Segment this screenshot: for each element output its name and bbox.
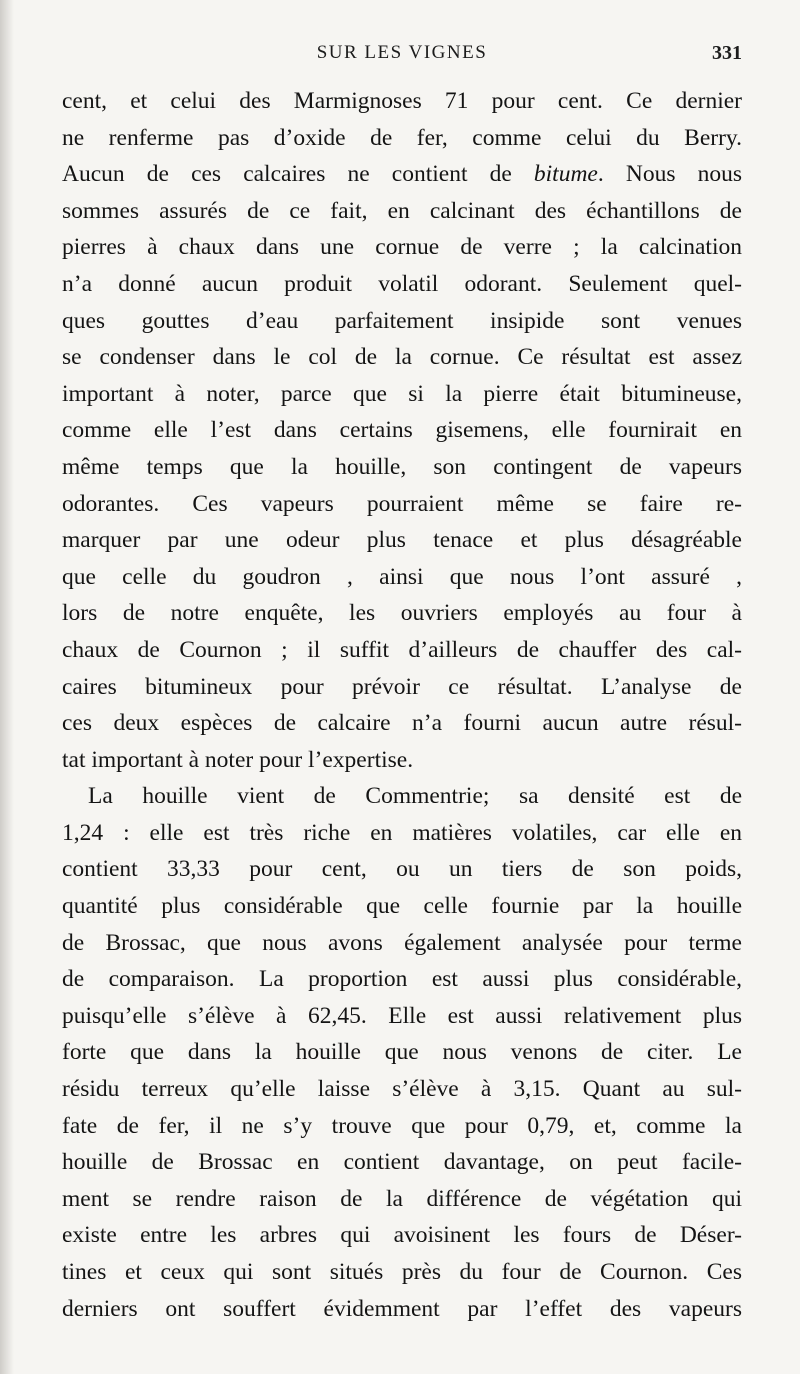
text-line: n’a donné aucun produit volatil odorant. Seulement quel- bbox=[62, 270, 742, 297]
page-number: 331 bbox=[712, 42, 742, 64]
text-line: que celle du goudron , ainsi que nous l’ont assuré , bbox=[62, 563, 742, 590]
text-line: quantité plus considérable que celle fournie par la houille bbox=[62, 893, 742, 920]
text-line: de Brossac, que nous avons également analysée pour terme bbox=[62, 929, 742, 956]
body-text bbox=[62, 83, 742, 1327]
text-line: résidu terreux qu’elle laisse s’élève à 3,15. Quant au sul- bbox=[62, 1076, 742, 1103]
text-run: . Nous nous bbox=[597, 161, 742, 188]
text-line: pierres à chaux dans une cornue de verre ; la calcination bbox=[62, 234, 742, 261]
running-head bbox=[62, 42, 742, 72]
text-line: chaux de Cournon ; il suffit d’ailleurs de chauffer des cal- bbox=[62, 636, 742, 663]
running-title: SUR LES VIGNES bbox=[316, 42, 488, 63]
text-line: forte que dans la houille que nous venons de citer. Le bbox=[62, 1039, 742, 1066]
page-gutter-shadow bbox=[0, 0, 14, 1374]
text-line: ces deux espèces de calcaire n’a fourni aucun autre résul- bbox=[62, 710, 742, 737]
text-line: derniers ont souffert évidemment par l’effet des vapeurs bbox=[62, 1295, 742, 1322]
text-run: Aucun de ces calcaires ne contient de bbox=[62, 161, 534, 188]
text-line: 1,24 : elle est très riche en matières volatiles, car elle en bbox=[62, 819, 742, 846]
text-line: de comparaison. La proportion est aussi plus considérable, bbox=[62, 966, 742, 993]
text-line: contient 33,33 pour cent, ou un tiers de son poids, bbox=[62, 856, 742, 883]
italic-term: bitume bbox=[533, 161, 598, 188]
text-line: lors de notre enquête, les ouvriers employés au four à bbox=[62, 600, 742, 627]
paragraph bbox=[62, 83, 742, 778]
text-line: ment se rendre raison de la différence de végétation qui bbox=[62, 1185, 742, 1212]
text-line: tat important à noter pour l’expertise. bbox=[62, 746, 414, 773]
text-line: puisqu’elle s’élève à 62,45. Elle est aussi relativement plus bbox=[62, 1002, 742, 1029]
text-line bbox=[62, 156, 742, 193]
text-line: houille de Brossac en contient davantage, on peut facile- bbox=[62, 1149, 742, 1176]
text-line: odorantes. Ces vapeurs pourraient même se faire re- bbox=[62, 490, 742, 517]
text-line: ques gouttes d’eau parfaitement insipide sont venues bbox=[62, 307, 742, 334]
text-line: ne renferme pas d’oxide de fer, comme celui du Berry. bbox=[62, 124, 742, 151]
text-line: La houille vient de Commentrie; sa densité est de bbox=[88, 783, 742, 810]
text-line: comme elle l’est dans certains gisemens, elle fournirait en bbox=[62, 417, 742, 444]
text-line: important à noter, parce que si la pierre était bitumineuse, bbox=[62, 380, 742, 407]
text-line: se condenser dans le col de la cornue. Ce résultat est assez bbox=[62, 344, 742, 371]
text-line: fate de fer, il ne s’y trouve que pour 0,79, et, comme la bbox=[62, 1112, 742, 1139]
text-line: caires bitumineux pour prévoir ce résultat. L’analyse de bbox=[62, 673, 742, 700]
text-line: même temps que la houille, son contingent de vapeurs bbox=[62, 453, 742, 480]
text-line: cent, et celui des Marmignoses 71 pour cent. Ce dernier bbox=[62, 88, 742, 114]
text-line: existe entre les arbres qui avoisinent les fours de Déser- bbox=[62, 1222, 742, 1249]
text-line: sommes assurés de ce fait, en calcinant des échantillons de bbox=[62, 197, 742, 224]
text-line: marquer par une odeur plus tenace et plus désagréable bbox=[62, 527, 742, 554]
paragraph bbox=[62, 778, 742, 1327]
text-line: tines et ceux qui sont situés près du four de Cournon. Ces bbox=[62, 1259, 742, 1285]
